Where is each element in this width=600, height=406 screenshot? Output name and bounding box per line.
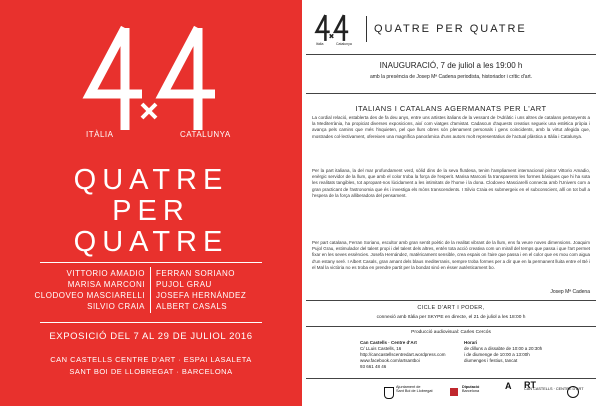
artist-name: PUJOL GRAU [156,280,212,289]
title-line-2: PER [112,195,190,227]
signature: Josep Mª Cadena [550,289,590,295]
article-paragraph-2: Per la part italiana, la del mar profundament verd, sòlid dins de la seva fluïdesa, tenim l'ampliament internacional pintor Vittorio Amadio, enèrgic servidor de la llum, que amb el color troba la força de l'esperit. Marisa Marconi fa transparents les formes bàsiques que hi ha sota les realitats tangibles, tot apropant-nos lúcidament a les intimitats de l'home i la dona. Clodoveo Masciarelli connecta amb l'Univers com a gran practicant de l'astronomia que és i investiga els móns transcendents. I Silvio Craia es submergeix en el subconscient, allí on tot bull a l'espera de la força alliberadora del pensament. [312,168,590,198]
cycle-title: CICLE D'ART I PODER, [417,305,485,311]
artist-name: CLODOVEO MASCIARELLI [34,291,145,300]
venue-line-2: SANT BOI DE LLOBREGAT · BARCELONA [69,367,233,376]
exhibition-dates: EXPOSICIÓ DEL 7 AL 29 DE JULIOL 2016 [49,331,253,342]
rule-cycle [306,300,596,301]
header-title: QUATRE PER QUATRE [374,23,527,35]
rule-top [306,54,596,55]
production-credit: Producció audiovisual: Carles Cercós [411,330,491,335]
article-title: ITALIANS I CATALANS AGERMANATS PER L'ART [355,104,547,113]
contact-web[interactable]: http://cancastellscentredart.wordpress.com [360,352,446,357]
sponsor-logos [302,382,600,402]
venue-line-1: CAN CASTELLS CENTRE D'ART · ESPAI LASALETA [50,355,252,364]
title-line-1: QUATRE [73,164,229,196]
logo-label-catalunya: CATALUNYA [180,130,231,139]
four-by-four-logo [80,24,230,134]
sponsor-line: Sant Boi de Llobregat [396,389,433,394]
ajuntament-shield-icon [384,387,394,399]
inauguration-line: INAUGURACIÓ, 7 de juliol a les 19:00 h [379,61,523,70]
sponsor-line: Ajuntament de [396,385,421,389]
cycle-subtitle: connexió amb Itàlia per SKYPE en directe, el 21 de juliol a les 18:00 h [376,315,526,320]
artists-separator [150,267,151,313]
contact-facebook[interactable]: www.facebook.com/artsantboi [360,358,420,363]
divider-top [40,262,262,263]
title-line-3: QUATRE [73,226,229,258]
sponsor-line: CAN CASTELLS · CENTRE D'ART [524,387,584,392]
artist-name: JOSEFA HERNÁNDEZ [156,291,247,300]
artist-name: SILVIO CRAIA [87,302,145,311]
artist-name: VITTORIO AMADIO [66,269,145,278]
opening-hours [464,340,542,364]
hours-line: i de diumenge de 10:00 a 13:00h [464,352,530,357]
sponsor-line: Barcelona [462,389,480,394]
small-logo-label-italia: Itàlia [316,42,324,46]
divider-bottom [40,322,262,323]
logo-label-italia: ITÀLIA [86,130,114,139]
artist-name: FERRAN SORIANO [156,269,236,278]
artist-name: ALBERT CASALS [156,302,228,311]
contact-block [360,340,446,370]
four-by-four-small-logo [314,10,352,46]
contact-name: Can Castells · Centre d'Art [360,340,417,345]
hours-label: Horari [464,340,478,345]
rule-sponsors [306,378,596,379]
artists-italy-list [35,268,145,312]
inauguration-subline: amb la presència de Josep Mª Cadena periodista, historiador i crític d'art. [369,74,533,80]
artists-catalonia-list [156,268,246,312]
sponsor-rt-mark: RT [524,380,536,390]
artist-name: MARISA MARCONI [67,280,145,289]
hours-line: diumenges i festius, tancat [464,358,518,363]
contact-phone: 93 661 48 46 [360,364,387,369]
poster-right-panel [302,0,600,406]
article-paragraph-3: Per part catalana, Ferran Soriano, escultor amb gran sentit poètic de la realitat vibrant de la llum, ens fa veure noves dimensions. Joaquim Pujol Grau, estimulador del talent propi i del talent dels altres, entén tota acció creativa com un mirall del temps que passa i que l'art permet fixar en les seves essències. Josefa Hernández, matèricament sensible, crea espais on l'aire que passa i en el color que es mou com aigua d'un estany seré. I Albert Casals, gran amant dels blaus mediterranis, sempre troba formes per a dir que en la permanent lluita entre el Bé i el Mal la victòria no es troba en prendre partit per la bondat sinó en ésser autènticament bo. [312,240,591,270]
rule-middle [306,93,596,94]
hours-line: de dilluns a dissabte de 10:00 a 20:30h [464,346,543,351]
contact-address: C/ LLuis Castells, 16 [360,346,402,351]
sponsor-line: Diputació [462,385,480,389]
sponsor-diputacio [462,385,479,394]
header-separator [366,16,367,42]
sponsor-ajuntament [396,385,433,394]
circular-emblem-icon [567,386,579,398]
small-logo-label-catalunya: Catalunya [336,42,352,46]
article-paragraph-1: La cordial relació, establerta des de fa deu anys, entre uns artistes italians de la vessant de l'Adriàtic i uns altres de catalans pertanyents a la Mediterrània, ha propiciat diverses exposicions, així com viatges d'amistat. Cadascun d'aquests creatius segueix una estètica pròpia i avança pels camins que més l'inquieten, pel que llurs obres són plenament personals i gens coincidents, amb la virtut afegida que, mostrades col·lectivament, ofereixen una magnífica panoràmica d'uns autors molt representatius de l'actual plàstica a Itàlia i Catalunya. [312,115,590,139]
diputacio-logo-icon [450,388,458,396]
sponsor-a-mark: A [505,381,512,391]
rule-production [306,326,596,327]
